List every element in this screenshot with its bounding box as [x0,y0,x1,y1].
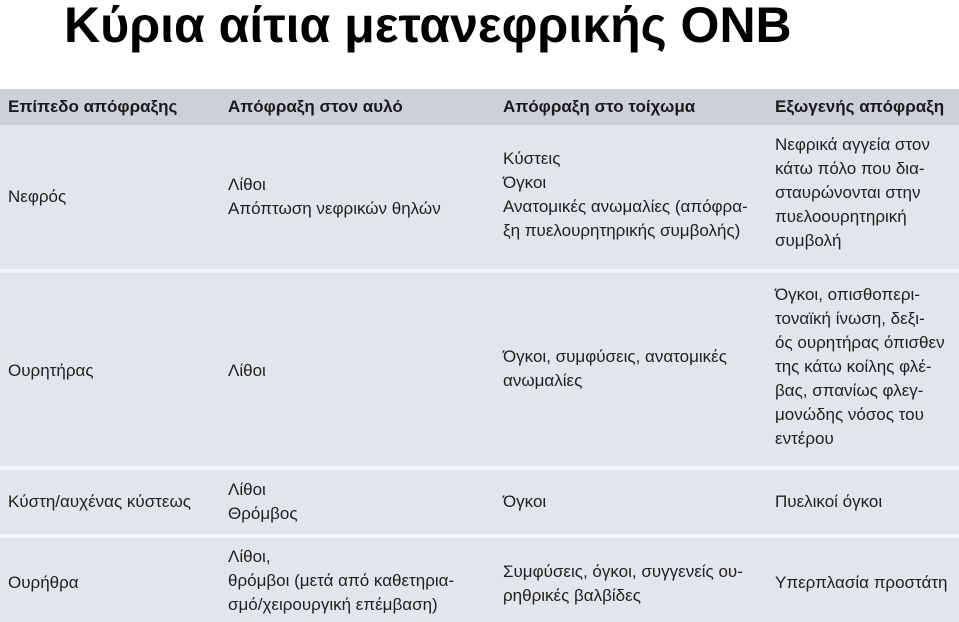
cell-line: ανωμαλίες [503,371,583,390]
cell-lumen-bladder [228,478,298,526]
cell-line: μονώδης νόσος του [775,405,924,424]
cell-line: της κάτω κοίλης φλέ- [775,357,932,376]
cell-wall-kidney [503,147,748,243]
cell-line: Νεφρός [8,187,67,206]
cell-line: Όγκοι, οπισθοπερι- [775,285,920,304]
cell-wall-bladder [503,490,546,514]
cell-extrinsic-bladder [775,490,882,514]
cell-line: Πυελικοί όγκοι [775,492,883,511]
cell-line: Απόπτωση νεφρικών θηλών [228,199,441,218]
cell-line: Ανατομικές ανωμαλίες (απόφρα- [503,197,748,216]
slide-title: Κύρια αίτια μετανεφρικής ΟΝΒ [64,0,792,53]
cell-line: Θρόμβος [228,504,298,523]
cell-line: Λίθοι [228,175,266,194]
cell-line: Κύστη/αυχένας κύστεως [8,492,191,511]
cell-line: Λίθοι [228,480,266,499]
cell-line: βας, σπανίως φλεγ- [775,381,924,400]
cell-line: σταυρώνονται στην [775,183,921,202]
cell-level-urethra [8,571,79,595]
header-extrinsic-obstruction: Εξωγενής απόφραξη [775,97,945,116]
table-row-kidney [0,125,959,269]
cell-extrinsic-ureter [775,283,945,451]
header-wall-obstruction: Απόφραξη στο τοίχωμα [503,97,696,116]
header-obstruction-level: Επίπεδο απόφραξης [8,97,178,116]
cell-line: Νεφρικά αγγεία στον [775,135,930,154]
table-header-row [0,89,959,125]
table-row-ureter [0,273,959,466]
cell-line: Κύστεις [503,149,561,168]
cell-line: Όγκοι [503,492,547,511]
cell-line: πυελοουρητηρική [775,207,907,226]
table-row-bladder [0,470,959,534]
cell-line: Ουρήθρα [8,573,79,592]
cell-lumen-kidney [228,173,441,221]
cell-line: τοναϊκή ίνωση, δεξι- [775,309,925,328]
cell-line: ρηθρικές βαλβίδες [503,586,641,605]
cell-line: Λίθοι [228,361,266,380]
cell-line: Όγκοι, συμφύσεις, ανατομικές [503,347,727,366]
cell-level-kidney [8,185,66,209]
cell-lumen-urethra [228,545,454,617]
cell-lumen-ureter [228,359,266,383]
cell-extrinsic-kidney [775,133,930,253]
cell-extrinsic-urethra [775,571,948,595]
cell-line: κάτω πόλο που δια- [775,159,925,178]
cell-line: Όγκοι [503,173,547,192]
cell-line: εντέρου [775,429,834,448]
cell-line: ξη πυελουρητηρικής συμβολής) [503,221,741,240]
table-row-urethra [0,538,959,622]
cell-line: Λίθοι, [228,547,271,566]
cell-line: Υπερπλασία προστάτη [775,573,948,592]
cell-line: συμβολή [775,231,842,250]
cell-wall-urethra [503,560,743,608]
header-lumen-obstruction: Απόφραξη στον αυλό [228,97,403,116]
cell-line: ός ουρητήρας όπισθεν [775,333,945,352]
cell-line: θρόμβοι (μετά από καθετηρια- [228,571,455,590]
cell-line: Ουρητήρας [8,361,94,380]
cell-line: Συμφύσεις, όγκοι, συγγενείς ου- [503,562,743,581]
obstruction-causes-table [0,89,959,622]
cell-level-bladder [8,490,191,514]
cell-line: σμό/χειρουργική επέμβαση) [228,595,438,614]
cell-level-ureter [8,359,94,383]
cell-wall-ureter [503,345,727,393]
